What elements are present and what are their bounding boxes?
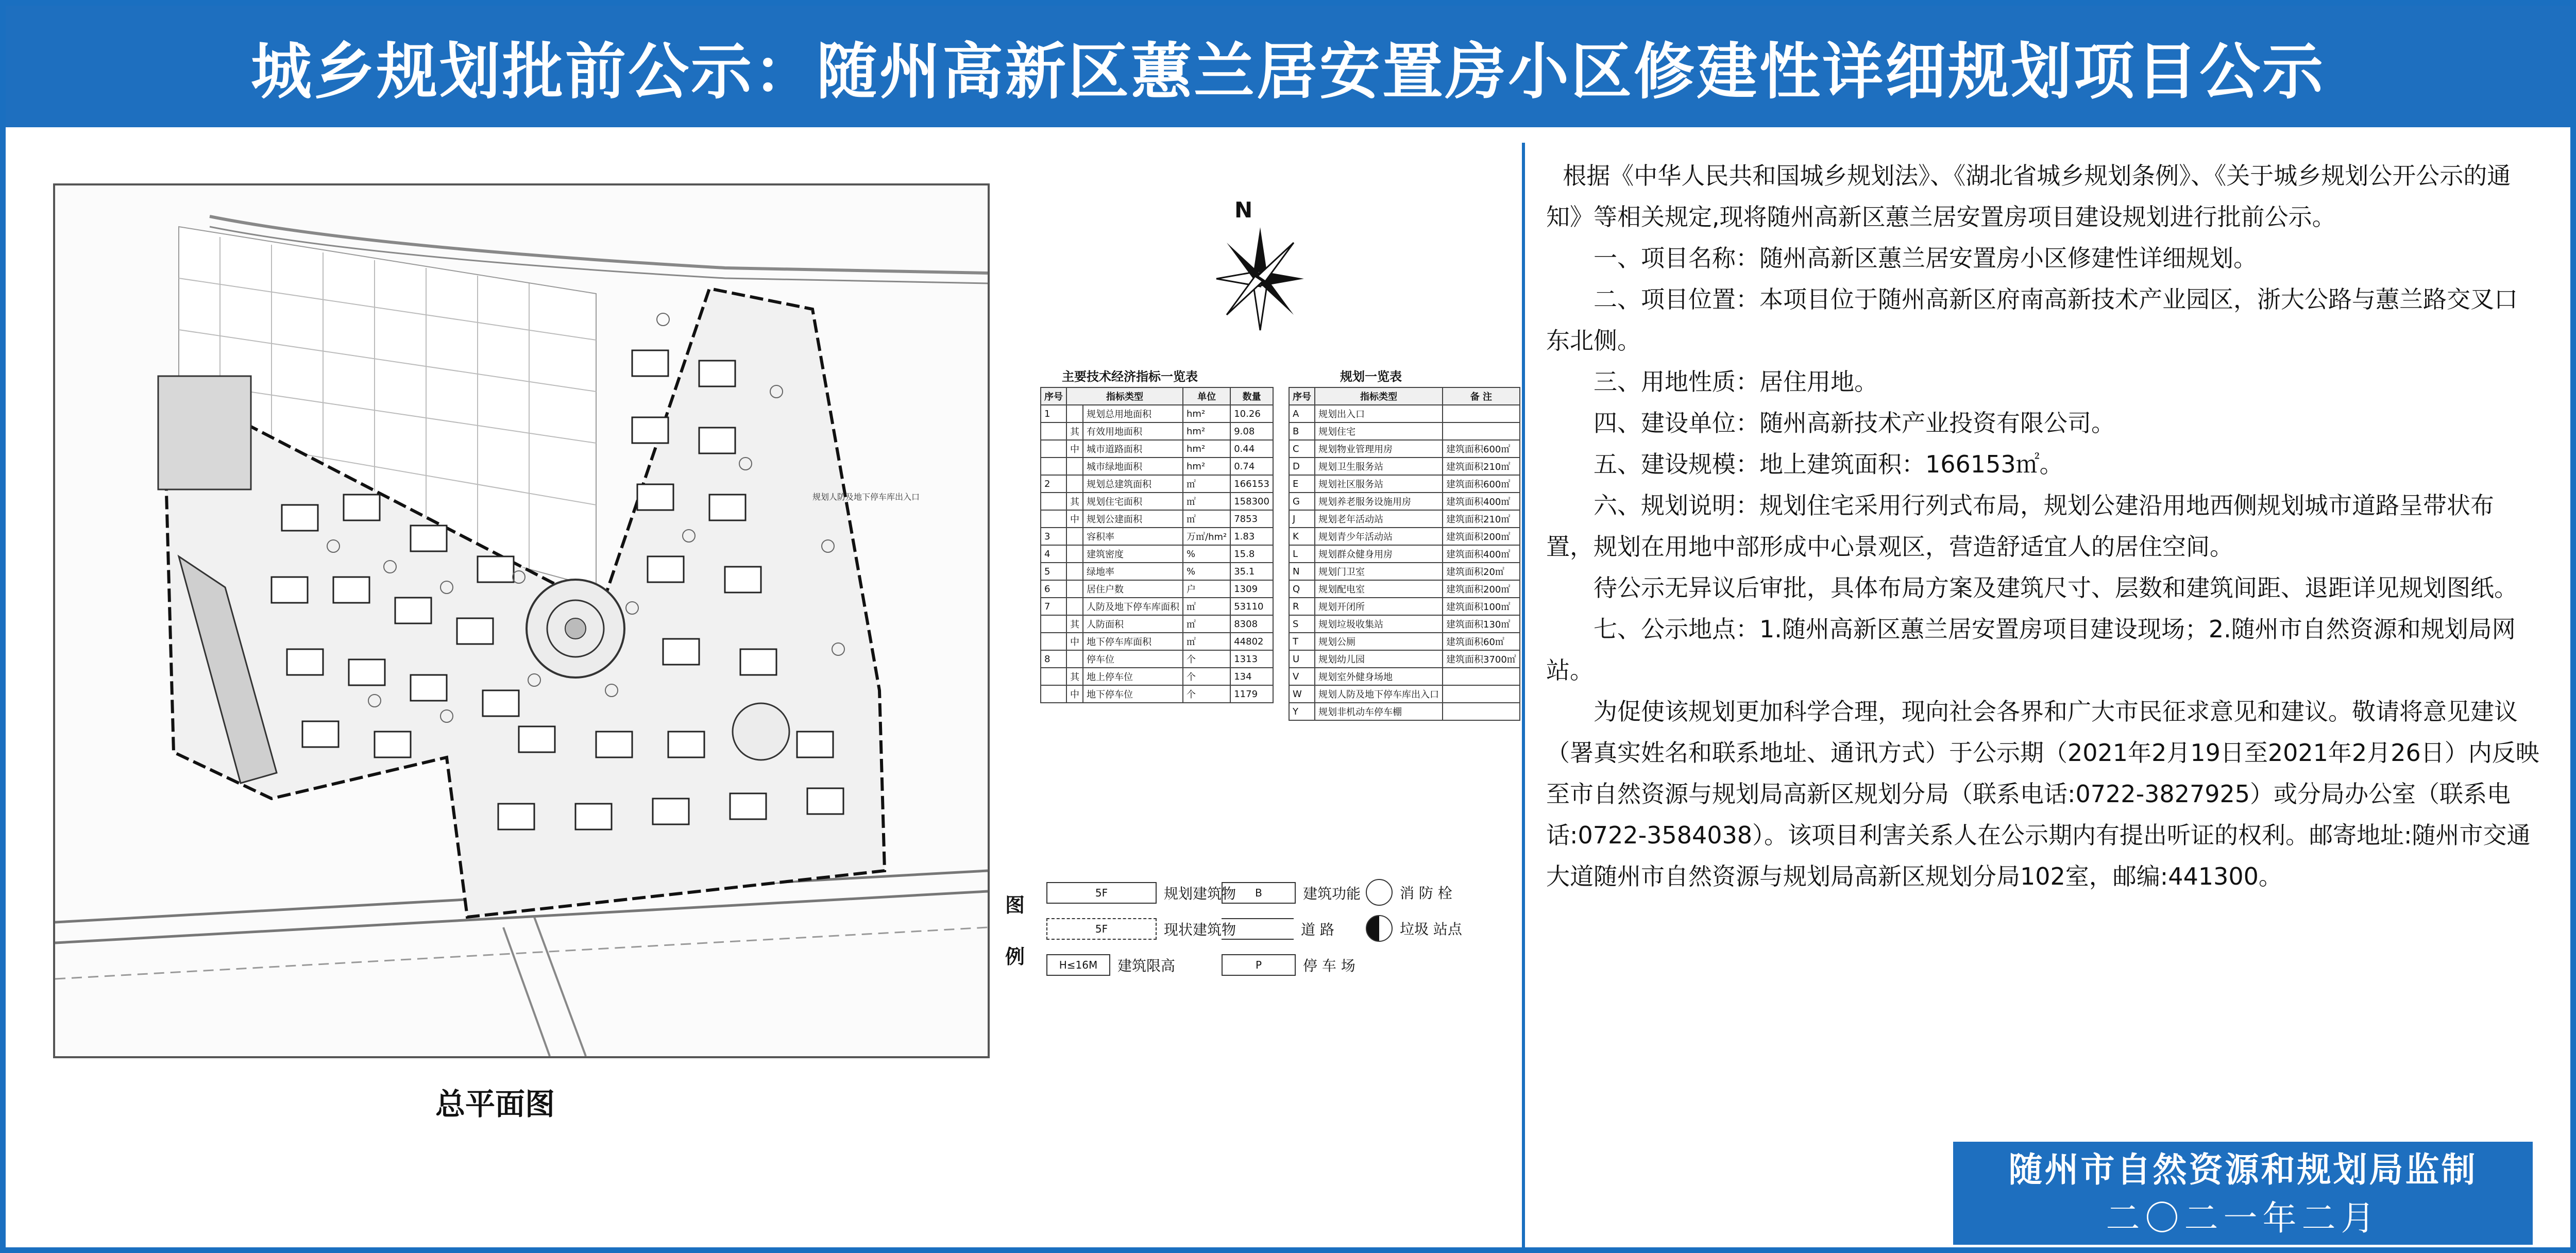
- table-row: [1289, 703, 1520, 720]
- legend-item-label: 建筑功能: [1303, 885, 1361, 902]
- table-row: [1289, 458, 1520, 475]
- col-header: 数量: [1230, 387, 1273, 405]
- table-cell: 居住户数: [1083, 580, 1183, 598]
- table-cell: 其: [1066, 615, 1083, 633]
- table-cell: [1041, 633, 1066, 650]
- table-cell: [1443, 405, 1520, 422]
- table-cell: 3: [1041, 528, 1066, 545]
- legend-item-label: 道 路: [1301, 921, 1334, 938]
- table-cell: [1443, 422, 1520, 440]
- legend-item-hydrant: [1366, 879, 1452, 906]
- table-cell: 规划公厕: [1315, 633, 1443, 650]
- table-cell: B: [1289, 422, 1315, 440]
- legend: [1005, 879, 1510, 982]
- notice-paragraph: 三、用地性质：居住用地。: [1594, 368, 1878, 396]
- col-header: 序号: [1289, 387, 1315, 405]
- table-cell: [1066, 475, 1083, 493]
- legend-item-label: 停 车 场: [1303, 957, 1355, 974]
- table-row: [1289, 545, 1520, 563]
- legend-item-building-function: [1222, 882, 1361, 904]
- col-header: 备 注: [1443, 387, 1520, 405]
- table-cell: 建筑面积60㎡: [1443, 633, 1520, 650]
- table-cell: 容积率: [1083, 528, 1183, 545]
- table-cell: U: [1289, 650, 1315, 668]
- legend-item-road: [1222, 918, 1334, 940]
- table-cell: 9.08: [1230, 422, 1273, 440]
- table-cell: G: [1289, 493, 1315, 510]
- table-cell: 规划室外健身场地: [1315, 668, 1443, 685]
- notice-paragraph: 七、公示地点：1.随州高新区蕙兰居安置房项目建设现场；2.随州市自然资源和规划局网站。: [1546, 615, 2516, 684]
- table-cell: 地下停车位: [1083, 685, 1183, 703]
- table-cell: 个: [1183, 685, 1230, 703]
- table-cell: ㎡: [1183, 493, 1230, 510]
- legend-symbol: 5F: [1046, 918, 1157, 940]
- table-cell: ㎡: [1183, 615, 1230, 633]
- table-cell: [1041, 493, 1066, 510]
- table-row: [1289, 580, 1520, 598]
- compass-north-label: N: [1234, 197, 1253, 223]
- table-cell: hm²: [1183, 422, 1230, 440]
- table-row: [1289, 598, 1520, 615]
- table-row: [1289, 668, 1520, 685]
- legend-item-label: 现状建筑物: [1164, 921, 1236, 938]
- table-cell: V: [1289, 668, 1315, 685]
- table-cell: 其: [1066, 493, 1083, 510]
- table-cell: [1041, 615, 1066, 633]
- table-cell: %: [1183, 563, 1230, 580]
- table-cell: W: [1289, 685, 1315, 703]
- table-cell: 规划住宅面积: [1083, 493, 1183, 510]
- table-row: [1041, 685, 1273, 703]
- legend-symbol: P: [1222, 954, 1296, 976]
- table-cell: 万㎡/hm²: [1183, 528, 1230, 545]
- table-cell: T: [1289, 633, 1315, 650]
- table-cell: %: [1183, 545, 1230, 563]
- table-cell: 8: [1041, 650, 1066, 668]
- table-cell: [1066, 580, 1083, 598]
- notice-paragraph: 为促使该规划更加科学合理，现向社会各界和广大市民征求意见和建议。敬请将意见建议（署真实姓名和联系地址、通讯方式）于公示期（2021年2月19日至2021年2月26日）内反映至市自然资源与规划局高新区规划分局（联系电话:0722-3827925）或分局办公室（联系电话:0722-3584038）。该项目利害关系人在公示期内有提出听证的权利。邮寄地址:随州市交通大道随州市自然资源与规划局高新区规划分局102室，邮编:441300。: [1546, 698, 2539, 890]
- table-cell: 建筑面积100㎡: [1443, 598, 1520, 615]
- table-cell: [1041, 685, 1066, 703]
- legend-item-existing-building: [1046, 918, 1236, 940]
- table-cell: 0.44: [1230, 440, 1273, 458]
- legend-item-label: 垃圾 站点: [1400, 921, 1462, 938]
- table-row: [1289, 440, 1520, 458]
- table-cell: 规划养老服务设施用房: [1315, 493, 1443, 510]
- table-cell: [1066, 458, 1083, 475]
- table-cell: 166153: [1230, 475, 1273, 493]
- table-row: [1041, 475, 1273, 493]
- table-cell: 规划社区服务站: [1315, 475, 1443, 493]
- table-cell: 规划公建面积: [1083, 510, 1183, 528]
- table-header-row: [1041, 387, 1273, 405]
- table-cell: [1066, 563, 1083, 580]
- table-row: [1289, 405, 1520, 422]
- table-cell: 1: [1041, 405, 1066, 422]
- table-cell: A: [1289, 405, 1315, 422]
- plan-facility-table: [1289, 387, 1520, 721]
- table-cell: hm²: [1183, 440, 1230, 458]
- compass-rose-icon: [1211, 201, 1309, 346]
- table-cell: C: [1289, 440, 1315, 458]
- table-cell: 8308: [1230, 615, 1273, 633]
- table-cell: 建筑面积400㎡: [1443, 493, 1520, 510]
- legend-label-bottom: 例: [1005, 945, 1025, 968]
- table-cell: 规划住宅: [1315, 422, 1443, 440]
- legend-item-label: 规划建筑物: [1164, 885, 1236, 902]
- table-cell: 建筑密度: [1083, 545, 1183, 563]
- plan-table-caption: 规划一览表: [1340, 369, 1402, 384]
- table-cell: [1443, 703, 1520, 720]
- table-cell: 10.26: [1230, 405, 1273, 422]
- table-cell: 城市道路面积: [1083, 440, 1183, 458]
- table-row: [1041, 510, 1273, 528]
- table-cell: 规划物业管理用房: [1315, 440, 1443, 458]
- table-cell: [1443, 668, 1520, 685]
- table-cell: 建筑面积200㎡: [1443, 580, 1520, 598]
- table-cell: 人防及地下停车库面积: [1083, 598, 1183, 615]
- table-cell: D: [1289, 458, 1315, 475]
- table-cell: 停车位: [1083, 650, 1183, 668]
- table-cell: 规划幼儿园: [1315, 650, 1443, 668]
- legend-symbol: 5F: [1046, 882, 1157, 904]
- table-cell: [1041, 510, 1066, 528]
- table-cell: 158300: [1230, 493, 1273, 510]
- table-cell: S: [1289, 615, 1315, 633]
- page-title: 城乡规划批前公示：随州高新区蕙兰居安置房小区修建性详细规划项目公示: [250, 36, 2325, 107]
- table-row: [1041, 405, 1273, 422]
- econ-indicator-table: [1040, 387, 1274, 703]
- legend-symbol: B: [1222, 882, 1296, 904]
- table-cell: 7853: [1230, 510, 1273, 528]
- legend-label-top: 图: [1005, 894, 1025, 917]
- table-cell: 1179: [1230, 685, 1273, 703]
- table-cell: 有效用地面积: [1083, 422, 1183, 440]
- table-header-row: [1289, 387, 1520, 405]
- plan-annotation: 规划人防及地下停车库出入口: [812, 492, 920, 502]
- table-cell: 5: [1041, 563, 1066, 580]
- table-cell: 其: [1066, 668, 1083, 685]
- table-cell: hm²: [1183, 458, 1230, 475]
- table-cell: 建筑面积200㎡: [1443, 528, 1520, 545]
- table-cell: ㎡: [1183, 633, 1230, 650]
- legend-item-garbage: [1366, 915, 1462, 942]
- table-row: [1041, 615, 1273, 633]
- panel-divider: [1522, 143, 1525, 1247]
- table-row: [1041, 598, 1273, 615]
- table-cell: 其: [1066, 422, 1083, 440]
- garbage-station-icon: [1366, 915, 1393, 942]
- table-cell: J: [1289, 510, 1315, 528]
- notice-paragraph: 四、建设单位：随州高新技术产业投资有限公司。: [1594, 409, 2115, 437]
- table-cell: 规划门卫室: [1315, 563, 1443, 580]
- notice-paragraph: 五、建设规模：地上建筑面积：166153㎡。: [1594, 450, 2063, 478]
- table-cell: [1041, 422, 1066, 440]
- table-cell: 规划卫生服务站: [1315, 458, 1443, 475]
- table-cell: 53110: [1230, 598, 1273, 615]
- table-cell: 134: [1230, 668, 1273, 685]
- table-cell: 中: [1066, 685, 1083, 703]
- legend-item-label: 建筑限高: [1117, 957, 1176, 974]
- site-plan-svg: [55, 185, 988, 1056]
- table-cell: [1041, 668, 1066, 685]
- table-cell: [1066, 598, 1083, 615]
- table-cell: 1309: [1230, 580, 1273, 598]
- table-cell: 人防面积: [1083, 615, 1183, 633]
- table-cell: 地下停车库面积: [1083, 633, 1183, 650]
- table-row: [1041, 440, 1273, 458]
- legend-item-parking: [1222, 954, 1355, 976]
- col-header: 单位: [1183, 387, 1230, 405]
- table-cell: 规划垃圾收集站: [1315, 615, 1443, 633]
- col-header: 指标类型: [1315, 387, 1443, 405]
- notice-paragraph: 根据《中华人民共和国城乡规划法》、《湖北省城乡规划条例》、《关于城乡规划公开公示的通知》等相关规定,现将随州高新区蕙兰居安置房项目建设规划进行批前公示。: [1546, 162, 2511, 231]
- issue-date: 二〇二一年二月: [2106, 1198, 2380, 1238]
- col-header: 序号: [1041, 387, 1066, 405]
- table-cell: hm²: [1183, 405, 1230, 422]
- table-cell: 地上停车位: [1083, 668, 1183, 685]
- table-cell: 个: [1183, 668, 1230, 685]
- table-cell: [1066, 405, 1083, 422]
- table-cell: 2: [1041, 475, 1066, 493]
- table-cell: 规划开闭所: [1315, 598, 1443, 615]
- table-row: [1289, 633, 1520, 650]
- site-plan-drawing: [53, 183, 990, 1058]
- table-row: [1041, 493, 1273, 510]
- table-cell: R: [1289, 598, 1315, 615]
- table-row: [1041, 580, 1273, 598]
- table-row: [1289, 493, 1520, 510]
- table-cell: 建筑面积3700㎡: [1443, 650, 1520, 668]
- legend-item-label: 消 防 栓: [1400, 885, 1452, 902]
- table-cell: 建筑面积130㎡: [1443, 615, 1520, 633]
- legend-item-planned-building: [1046, 882, 1236, 904]
- table-cell: [1041, 458, 1066, 475]
- table-cell: 建筑面积210㎡: [1443, 510, 1520, 528]
- table-cell: 规划总用地面积: [1083, 405, 1183, 422]
- title-rule: [6, 127, 2570, 143]
- table-row: [1289, 528, 1520, 545]
- table-row: [1041, 422, 1273, 440]
- table-cell: ㎡: [1183, 475, 1230, 493]
- plan-caption: 总平面图: [435, 1087, 555, 1122]
- table-cell: 规划人防及地下停车库出入口: [1315, 685, 1443, 703]
- table-cell: 中: [1066, 510, 1083, 528]
- table-cell: 44802: [1230, 633, 1273, 650]
- table-cell: [1066, 528, 1083, 545]
- table-cell: 城市绿地面积: [1083, 458, 1183, 475]
- table-cell: L: [1289, 545, 1315, 563]
- table-row: [1289, 650, 1520, 668]
- table-cell: 中: [1066, 440, 1083, 458]
- table-cell: [1041, 440, 1066, 458]
- table-cell: 规划出入口: [1315, 405, 1443, 422]
- table-cell: 户: [1183, 580, 1230, 598]
- table-cell: 规划总建筑面积: [1083, 475, 1183, 493]
- notice-text: [1546, 155, 2540, 897]
- table-row: [1289, 563, 1520, 580]
- table-row: [1289, 475, 1520, 493]
- table-row: [1289, 615, 1520, 633]
- road-line-icon: [1222, 918, 1294, 940]
- table-cell: 规划非机动车停车棚: [1315, 703, 1443, 720]
- table-cell: 规划群众健身用房: [1315, 545, 1443, 563]
- table-cell: 建筑面积600㎡: [1443, 475, 1520, 493]
- table-cell: 7: [1041, 598, 1066, 615]
- table-row: [1041, 633, 1273, 650]
- notice-paragraph: 二、项目位置：本项目位于随州高新区府南高新技术产业园区，浙大公路与蕙兰路交叉口东北侧。: [1546, 285, 2518, 354]
- table-cell: 中: [1066, 633, 1083, 650]
- table-cell: ㎡: [1183, 598, 1230, 615]
- table-cell: 绿地率: [1083, 563, 1183, 580]
- table-cell: 6: [1041, 580, 1066, 598]
- table-cell: ㎡: [1183, 510, 1230, 528]
- title-bar: [6, 6, 2570, 127]
- table-cell: [1066, 545, 1083, 563]
- issuer-stamp: [1953, 1142, 2533, 1245]
- notice-paragraph: 一、项目名称：随州高新区蕙兰居安置房小区修建性详细规划。: [1594, 244, 2257, 272]
- table-cell: 个: [1183, 650, 1230, 668]
- table-cell: 15.8: [1230, 545, 1273, 563]
- table-row: [1289, 510, 1520, 528]
- table-row: [1041, 668, 1273, 685]
- table-cell: N: [1289, 563, 1315, 580]
- table-cell: K: [1289, 528, 1315, 545]
- table-cell: 规划青少年活动站: [1315, 528, 1443, 545]
- col-header: 指标类型: [1066, 387, 1183, 405]
- table-cell: Q: [1289, 580, 1315, 598]
- table-cell: 建筑面积210㎡: [1443, 458, 1520, 475]
- table-cell: [1066, 650, 1083, 668]
- econ-table-caption: 主要技术经济指标一览表: [1062, 369, 1198, 384]
- legend-symbol: H≤16M: [1046, 954, 1110, 976]
- table-cell: Y: [1289, 703, 1315, 720]
- table-row: [1041, 528, 1273, 545]
- table-row: [1041, 545, 1273, 563]
- table-cell: [1443, 685, 1520, 703]
- legend-item-height-limit: [1046, 954, 1175, 976]
- table-cell: 1313: [1230, 650, 1273, 668]
- table-cell: 建筑面积400㎡: [1443, 545, 1520, 563]
- table-cell: E: [1289, 475, 1315, 493]
- fire-hydrant-icon: [1366, 879, 1393, 906]
- table-cell: 1.83: [1230, 528, 1273, 545]
- table-cell: 35.1: [1230, 563, 1273, 580]
- table-cell: 规划配电室: [1315, 580, 1443, 598]
- table-cell: 建筑面积20㎡: [1443, 563, 1520, 580]
- table-cell: 规划老年活动站: [1315, 510, 1443, 528]
- issuer-name: 随州市自然资源和规划局监制: [2008, 1149, 2478, 1190]
- table-row: [1289, 422, 1520, 440]
- table-row: [1041, 650, 1273, 668]
- table-cell: 建筑面积600㎡: [1443, 440, 1520, 458]
- notice-paragraph: 待公示无异议后审批，具体布局方案及建筑尺寸、层数和建筑间距、退距详见规划图纸。: [1594, 574, 2518, 602]
- table-row: [1041, 563, 1273, 580]
- table-row: [1289, 685, 1520, 703]
- table-cell: 0.74: [1230, 458, 1273, 475]
- table-cell: 4: [1041, 545, 1066, 563]
- notice-paragraph: 六、规划说明：规划住宅采用行列式布局，规划公建沿用地西侧规划城市道路呈带状布置，规划在用地中部形成中心景观区，营造舒适宜人的居住空间。: [1546, 492, 2494, 561]
- table-row: [1041, 458, 1273, 475]
